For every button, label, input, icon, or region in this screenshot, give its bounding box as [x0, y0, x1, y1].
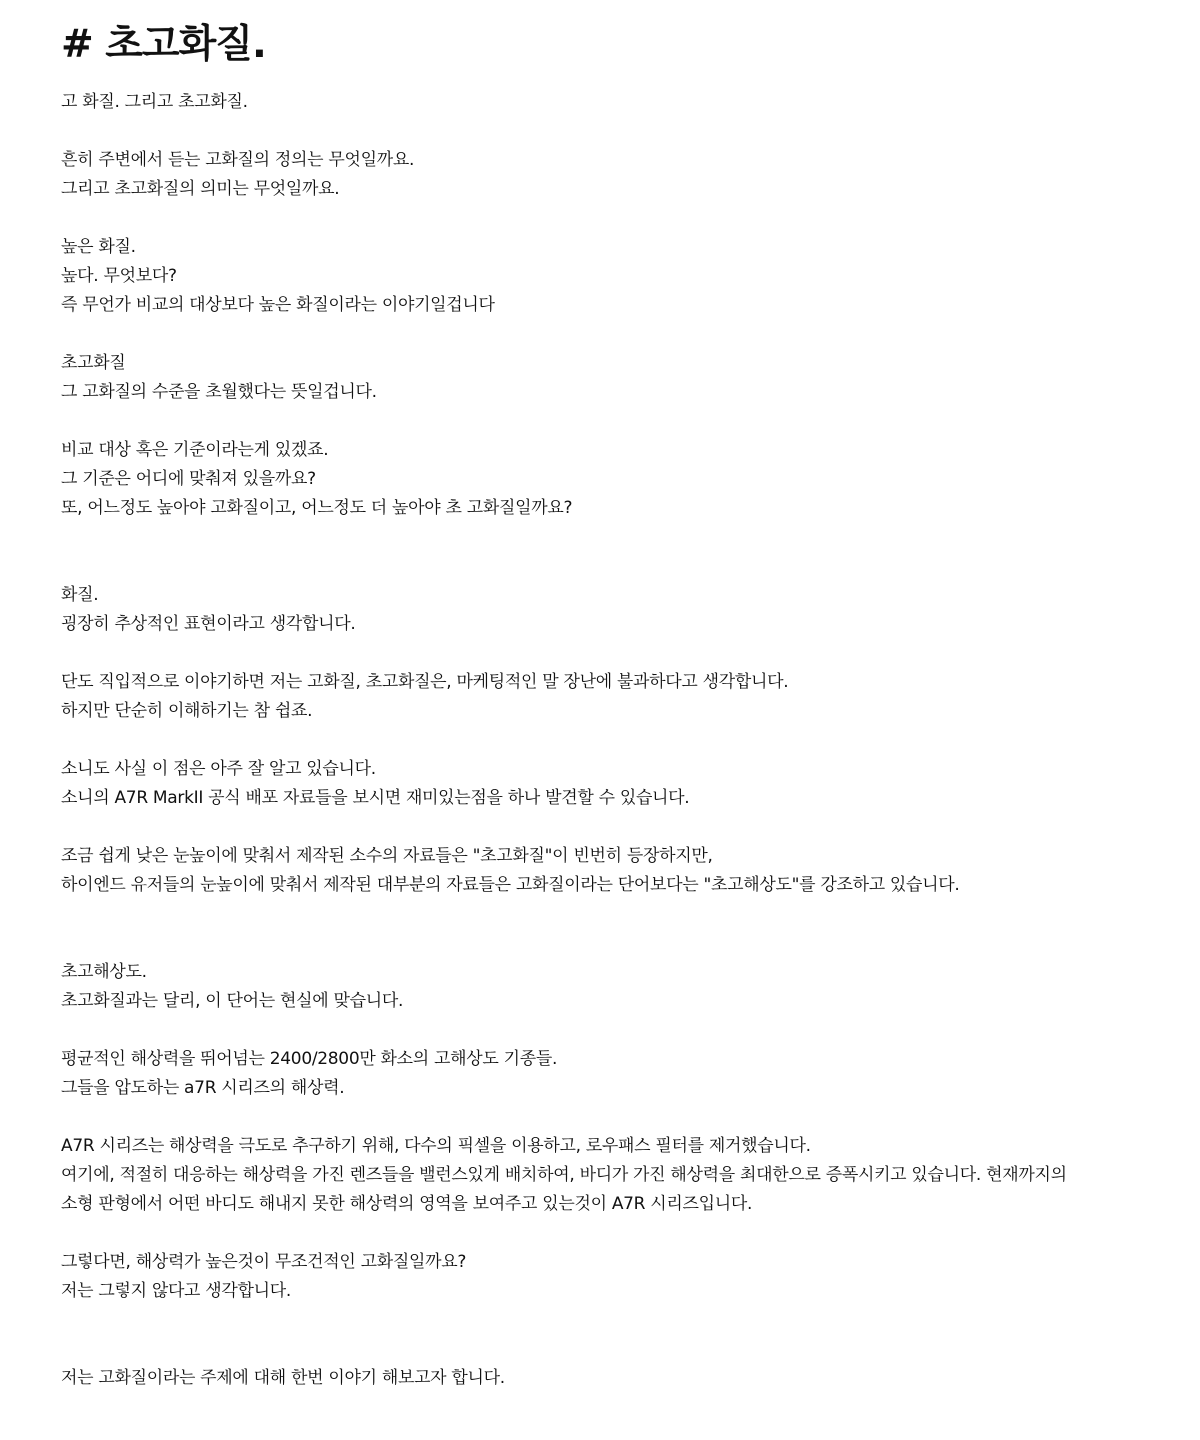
text-line: 그리고 초고화질의 의미는 무엇일까요. [61, 179, 340, 199]
blank-line [61, 320, 1160, 349]
blank-line [61, 1016, 1160, 1045]
text-line: 저는 그렇지 않다고 생각합니다. [61, 1281, 292, 1301]
text-line: 하지만 단순히 이해하기는 참 쉽죠. [61, 701, 313, 721]
blank-line [61, 1103, 1160, 1132]
text-line: 하이엔드 유저들의 눈높이에 맞춰서 제작된 대부분의 자료들은 고화질이라는 단어보다는 "초고해상도"를 강조하고 있습니다. [61, 875, 960, 895]
blank-line [61, 1306, 1160, 1335]
blank-line [61, 639, 1160, 668]
text-line: 초고해상도. [61, 962, 147, 982]
text-line: 초고화질 [61, 353, 126, 373]
text-line: 높은 화질. [61, 237, 136, 257]
text-line: 그 고화질의 수준을 초월했다는 뜻일겁니다. [61, 382, 377, 402]
blank-line [61, 929, 1160, 958]
text-line: 고 화질. 그리고 초고화질. [61, 92, 248, 112]
blank-line [61, 813, 1160, 842]
blank-line [61, 407, 1160, 436]
text-line: 화질. [61, 585, 99, 605]
document-body [61, 88, 1160, 1393]
text-line: 초고화질과는 달리, 이 단어는 현실에 맞습니다. [61, 991, 404, 1011]
text-line: 흔히 주변에서 듣는 고화질의 정의는 무엇일까요. [61, 150, 415, 170]
text-line: 저는 고화질이라는 주제에 대해 한번 이야기 해보고자 합니다. [61, 1368, 505, 1388]
text-line: 소형 판형에서 어떤 바디도 해내지 못한 해상력의 영역을 보여주고 있는것이 A7R 시리즈입니다. [61, 1194, 753, 1214]
blank-line [61, 726, 1160, 755]
blank-line [61, 900, 1160, 929]
text-line: 소니의 A7R MarkII 공식 배포 자료들을 보시면 재미있는점을 하나 발견할 수 있습니다. [61, 788, 690, 808]
text-line: 평균적인 해상력을 뛰어넘는 2400/2800만 화소의 고해상도 기종들. [61, 1049, 558, 1069]
text-line: 여기에, 적절히 대응하는 해상력을 가진 렌즈들을 밸런스있게 배치하여, 바디가 가진 해상력을 최대한으로 증폭시키고 있습니다. 현재까지의 [61, 1165, 1067, 1185]
text-line: 그렇다면, 해상력가 높은것이 무조건적인 고화질일까요? [61, 1252, 467, 1272]
blank-line [61, 552, 1160, 581]
text-line: 높다. 무엇보다? [61, 266, 177, 286]
text-line: 즉 무언가 비교의 대상보다 높은 화질이라는 이야기일겁니다 [61, 295, 495, 315]
text-line: 소니도 사실 이 점은 아주 잘 알고 있습니다. [61, 759, 376, 779]
text-line: A7R 시리즈는 해상력을 극도로 추구하기 위해, 다수의 픽셀을 이용하고, 로우패스 필터를 제거했습니다. [61, 1136, 811, 1156]
text-line: 그 기준은 어디에 맞춰져 있을까요? [61, 469, 316, 489]
text-line: 굉장히 추상적인 표현이라고 생각합니다. [61, 614, 356, 634]
document-title: # 초고화질. [61, 22, 266, 67]
blank-line [61, 1219, 1160, 1248]
text-line: 조금 쉽게 낮은 눈높이에 맞춰서 제작된 소수의 자료들은 "초고화질"이 빈번히 등장하지만, [61, 846, 713, 866]
text-line: 그들을 압도하는 a7R 시리즈의 해상력. [61, 1078, 345, 1098]
blank-line [61, 1335, 1160, 1364]
blank-line [61, 523, 1160, 552]
blank-line [61, 117, 1160, 146]
text-line: 단도 직입적으로 이야기하면 저는 고화질, 초고화질은, 마케팅적인 말 장난에 불과하다고 생각합니다. [61, 672, 789, 692]
blank-line [61, 204, 1160, 233]
text-line: 또, 어느정도 높아야 고화질이고, 어느정도 더 높아야 초 고화질일까요? [61, 498, 573, 518]
text-line: 비교 대상 혹은 기준이라는게 있겠죠. [61, 440, 329, 460]
